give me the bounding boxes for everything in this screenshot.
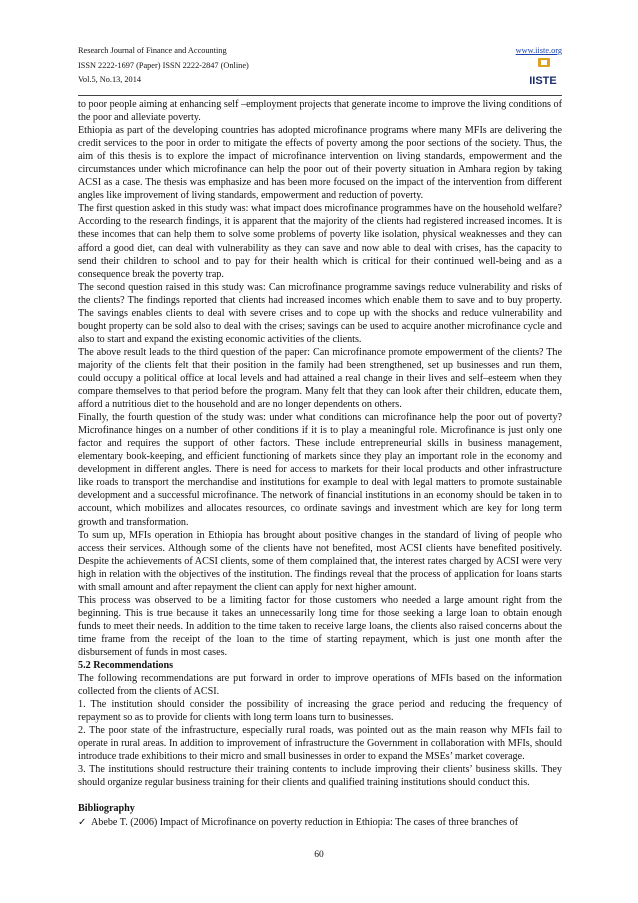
recommendation-intro: The following recommendations are put forward in order to improve operations of MFIs based on the information collected from the clients of ACSI. <box>78 673 562 698</box>
volume-line: Vol.5, No.13, 2014 <box>78 75 141 84</box>
iiste-logo <box>524 58 562 88</box>
paragraph: To sum up, MFIs operation in Ethiopia has brought about positive changes in the standard of living of people who access their services. Although some of the clients have not benefited, most ACSI clients have benefited positively. Despite the achievements of ACSI clients, some of them complained that, the interest rates charged by ACSI were very high in relation with the objectives of the institution. The findings reveal that the process of application for loans starts with small amount and after repayment the client can apply for next higher amount. <box>78 529 562 593</box>
section-heading: 5.2 Recommendations <box>78 660 174 672</box>
paragraph: The second question raised in this study was: Can microfinance programme savings reduce vulnerability and risks of the clients? The findings reported that clients had increased incomes which enable them to save and to buy property. The savings enables clients to deal with severe crises and to cope up with the shocks and reduce vulnerability and bought property can be sold also to deal with the crises; savings can be used to acquire another microfinance cycle and also to start and expand the existing economic activities of the clients. <box>78 281 562 345</box>
issn-line: ISSN 2222-1697 (Paper) ISSN 2222-2847 (Online) <box>78 60 249 70</box>
paragraph: The first question asked in this study was: what impact does microfinance programmes have on the household welfare? According to the research findings, it is apparent that the majority of the clients had registered increased incomes. It is these incomes that can help them to solve some problems of poverty like isolation, physical weaknesses and they can afford a good diet, can deal with vulnerability as they can save and now able to deal with crises, has the capacity to send their children to school and to pay for their health which is critical for their continued well-being and as a consequence break the poverty trap. <box>78 203 562 280</box>
checkmark-icon: ✓ <box>78 816 87 828</box>
paragraph: Finally, the fourth question of the study was: under what conditions can microfinance help the poor out of poverty? Microfinance hinges on a number of other conditions if it is to play a meaningful role. Microfinance is just only one factor and requires the support of other factors. These include entrepreneurial skills in business management, elementary book-keeping, and efficient functioning of markets since they play an important role in the economy and development in different angles. There is need for access to markets for their local products and other infrastructure like roads to transport the merchandise and institutions for example to deal with legal matters to promote sustainable development and a successful microfinance. The network of financial institutions in an economy should be taken in to account, which mobilizes and allocates resources, co ordinate savings and investment which are key for long term growth and transformation. <box>78 412 562 528</box>
recommendation-item: 2. The poor state of the infrastructure, especially rural roads, was pointed out as the main reason why MFIs fail to operate in rural areas. In addition to improvement of infrastructure the Government in collaboration with MFIs, should introduce trade exhibitions to their micro and small businesses in order to expand the MSEs’ market coverage. <box>78 725 562 763</box>
bibliography-entry <box>78 816 562 829</box>
logo-text: IISTE <box>529 75 557 87</box>
recommendation-item: 1. The institution should consider the possibility of increasing the grace period and reducing the frequency of repayment so as to provide for clients with long term loans turn to businesses. <box>78 699 562 724</box>
bibliography-heading: Bibliography <box>78 803 135 815</box>
journal-title: Research Journal of Finance and Accounting <box>78 46 227 55</box>
article-body <box>78 98 562 829</box>
header-rule <box>78 95 562 96</box>
paragraph: This process was observed to be a limiting factor for those customers who needed a large amount right from the beginning. This is true because it takes an unnecessarily long time for those seeking a large loan to obtain enough funds to meet their needs. In addition to the time taken to receive large loans, the clients also raised concerns about the time frame from the receipt of the loan to the time of starting repayment, which is just one month after the disbursement of funds in most cases. <box>78 594 562 658</box>
page-header <box>78 44 562 96</box>
bibliography-text: Abebe T. (2006) Impact of Microfinance on poverty reduction in Ethiopia: The cases of three branches of <box>91 816 519 828</box>
paragraph: to poor people aiming at enhancing self –employment projects that generate income to improve the living conditions of the poor and alleviate poverty. <box>78 99 562 124</box>
journal-url-link[interactable]: www.iiste.org <box>515 46 562 55</box>
recommendation-item: 3. The institutions should restructure their training contents to include improving their clients’ business skills. They should organize regular business training for their clients and qualified training institutions should conduct this. <box>78 764 562 789</box>
paragraph: Ethiopia as part of the developing countries has adopted microfinance programs where many MFIs are delivering the credit services to the poor in order to mitigate the effects of poverty among the poor sections of the society. Thus, the aim of this thesis is to explore the impact of microfinance intervention on living standards, empowerment and the circumstances under which microfinance can help the poor out of their poverty situation in Amhara region by taking ACSI as a case. The thesis was emphasize and has been more focused on the impact of the intervention from different angles like improvement of living standards, empowerment and reduction of poverty. <box>78 125 562 202</box>
page-number: 60 <box>314 850 324 860</box>
paragraph: The above result leads to the third question of the paper: Can microfinance promote empowerment of the clients? The majority of the clients felt that their position in the family had been strengthened, set up businesses and run them, could occupy a political office at local levels and had attained a real change in their lives and self–esteem when they compare themselves to that period before the program. Many felt that they can look after their children, educate them, afford a nutritious diet to the household and are no longer dependents on others. <box>78 346 562 411</box>
